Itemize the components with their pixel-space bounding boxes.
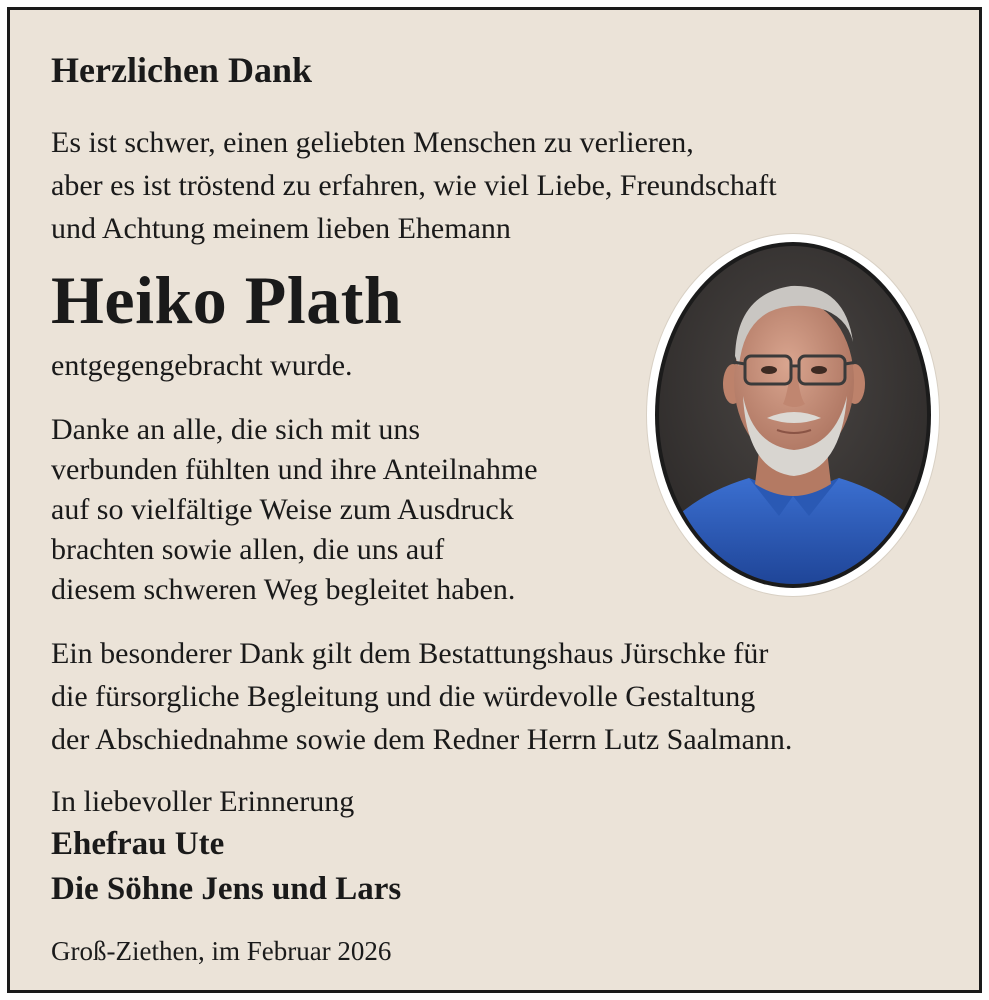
special-line: Ein besonderer Dank gilt dem Bestattungshaus Jürschke für (51, 637, 769, 670)
place-date: Groß-Ziethen, im Februar 2026 (51, 936, 392, 966)
portrait-photo-frame (647, 234, 939, 596)
signer-sons: Die Söhne Jens und Lars (51, 871, 402, 907)
portrait-photo (659, 246, 927, 584)
deceased-name: Heiko Plath (51, 262, 403, 338)
special-line: die fürsorgliche Begleitung und die würdevolle Gestaltung (51, 680, 756, 713)
intro-line: aber es ist tröstend zu erfahren, wie viel Liebe, Freundschaft (51, 169, 777, 202)
special-thanks-text (51, 632, 792, 761)
heading: Herzlichen Dank (51, 50, 312, 90)
thanks-line: verbunden fühlten und ihre Anteilnahme (51, 453, 538, 486)
thanks-line: auf so vielfältige Weise zum Ausdruck (51, 493, 514, 526)
thanks-line: Danke an alle, die sich mit uns (51, 413, 421, 446)
thanks-text (51, 410, 538, 610)
intro-line: und Achtung meinem lieben Ehemann (51, 212, 511, 245)
special-line: der Abschiednahme sowie dem Redner Herrn Lutz Saalmann. (51, 723, 793, 756)
memory-text: In liebevoller Erinnerung (51, 785, 355, 818)
intro-line: Es ist schwer, einen geliebten Menschen zu verlieren, (51, 126, 694, 159)
thanks-line: brachten sowie allen, die uns auf (51, 533, 445, 566)
thanks-line: diesem schweren Weg begleitet haben. (51, 573, 516, 606)
intro-text (51, 121, 777, 250)
received-text: entgegengebracht wurde. (51, 349, 353, 382)
signer-wife: Ehefrau Ute (51, 826, 225, 862)
obituary-card (7, 7, 982, 993)
